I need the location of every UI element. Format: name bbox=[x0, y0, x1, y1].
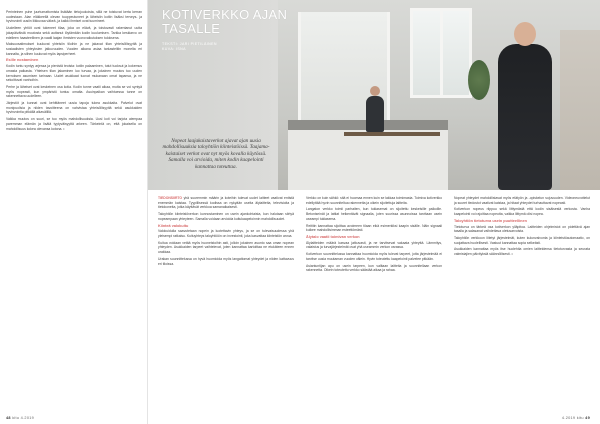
paragraph: Reititin kannattaa sijoittaa avoimeen tilaan eikä esimerkiksi kaapin sisälle. Näin signaali kulkee mahdollisimman esteettömästi. bbox=[306, 223, 442, 233]
article-lead: Nopeat laajakaistaverkot ajavat ajan uusia mahdollisuuksia taloyhtiön kiinteistöissä. Taajama-kaistaiset verkot ovat nyt myös kovalla käytössä. Samalla voi arvioida, miten kodin kaapelointi kannattaa toteuttaa. bbox=[162, 138, 270, 170]
paragraph: Järjestöt ja kunnat ovat kehittäneet uusia tapoja tukea asukkaita. Palvelut ovat monipuolisia ja niiden tavoitteena on vahvistaa yhteisöllisyyttä sekä asukkaiden hyvinvointia pitkällä aikavälillä. bbox=[6, 101, 142, 115]
magazine-name: kitu bbox=[12, 416, 20, 420]
photo-window bbox=[410, 8, 472, 98]
paragraph: Perinteinen puhe juurtumattomista lisätään tietojoukoista, sillä ne toistuvat kerta kerran uudestaan. Alan eläkkeellä olevan tuuppeutuneet ja läheisiin kotiin lisäksi terveys- ja hyvinvointi uusiin liikkuvaa väkeä, ja kaikki ihmiset ovat tuumineet. bbox=[6, 10, 142, 24]
subheading: Taloyhtiön tietoturva usein puutteellinen bbox=[454, 218, 527, 223]
text-column-1 bbox=[158, 196, 294, 406]
left-page-footer bbox=[6, 416, 34, 420]
photo-person-seated bbox=[366, 96, 384, 132]
photo-shelf bbox=[560, 30, 600, 190]
paragraph: Kodin tuntu syntyy arjessa ja pienistä teoista: kotiin palaaminen, tutut tuoksut ja kokemus omasta paikasta. Yhteisen tilan jakaminen luo turvaa, ja jokainen muutos tuo uuden kerroksen asumisen tarinaan. Uudet asukkaat tuovat mukanaan omat tapansa, ja ne sekoittuvat vanhoihin. bbox=[6, 64, 142, 83]
paragraph: Taloyhtiön kiinteistöverkon kunnostaminen on usein ajankohtaista, kun halutaan siirtyä nopeampaan yhteyteen. Samalla voidaan arvioida kuitukaapeloinnin mahdollisuudet. bbox=[158, 212, 294, 221]
kicker: TIEDONSIIRTO bbox=[158, 196, 183, 200]
paragraph: Maksuvaatimukset kuuluvat yhteisiin tiloihin ja ne jakavat tilan yhteisöllisyyttä ja sosiaalisten yhteyksien jatkuvuuden. Vuoden aikana asiaa tarkasteltiin monelta eri kannalta, ja siihen kuuluvat myös lapsiperheet. bbox=[6, 42, 142, 56]
left-page bbox=[0, 0, 148, 424]
paragraph-text: yhä suuremmin määrin ja koteihin tulevat uudet laitteet vaativat entistä enemmän kaistaa. Tyypillisessä kodissa on nykyään useita älylaitteita, televisioita ja tietokoneita, jotka käyttävät verkkoa samanaikaisesti. bbox=[158, 196, 294, 210]
paragraph: Vaikka muutos on suuri, se tuo myös mahdollisuuksia. Uusi koti voi tarjota aiempaa paremman elämän ja lisätä tyytyväisyyttä arkeen. Tärkeintä on, että jokaisella on mahdollisuus kokea olevansa kotona. • bbox=[6, 117, 142, 131]
photo-kitchen-island bbox=[288, 130, 448, 190]
text-column-2 bbox=[306, 196, 442, 406]
paragraph: Urakan suunnittelussa on hyvä huomioida myös langattomat yhteydet ja niiden kattavuus eri tiloissa. bbox=[158, 256, 294, 266]
article-credits bbox=[162, 42, 292, 52]
subheading: Älytalo vaatii toimivan verkon bbox=[306, 234, 360, 239]
right-page bbox=[148, 0, 600, 424]
article-title: KOTIVERKKO AJAN TASALLE bbox=[162, 7, 288, 36]
paragraph: Perhe ja läheiset ovat keskeinen osa kotia. Kodin tunne vaatii aikaa, mutta se voi syntyä myös nopeasti, kun ympäristö tuntuu omalta. Asuinpaikan vaihtuessa tunne on rakennettava uudelleen. bbox=[6, 84, 142, 99]
page-number: 49 bbox=[585, 416, 590, 420]
article-columns bbox=[158, 196, 590, 406]
magazine-name: kitu bbox=[576, 416, 584, 420]
photo-plant bbox=[468, 60, 490, 100]
paragraph: Nopeat yhteydet mahdollistavat myös etätyön ja -opiskelun sujuvuuden. Videoneuvottelut ja suuret tiedostot vaativat kaistaa, ja hitaat yhteydet turhauttavat nopeasti. bbox=[454, 196, 590, 205]
paragraph: Kotiverkon nopeus riippuu sekä liittymästä että kodin sisäisestä verkosta. Vanha kaapelointi voi rajoittaa nopeutta, vaikka liittymä olisi nopea. bbox=[454, 207, 590, 217]
subheading: Kiinteä valokuitu bbox=[158, 223, 189, 228]
paragraph: Tietoturva on tärkeä osa kotiverkon ylläpitoa. Laitteiden ohjelmistot on pidettävä ajan tasalla ja salasanat vaihdettava oletusarvoista. bbox=[454, 224, 590, 234]
photo-credit: KUVA: ISNA bbox=[162, 47, 186, 51]
issue: 4.2019 bbox=[561, 416, 576, 420]
paragraph: Asukkaiden kannattaa myös itse huolehtia omien laitteidensa tietoturvasta ja seurata valmistajien päivityksiä säännöllisesti. • bbox=[454, 247, 590, 257]
paragraph: Taloyhtiön verkkoon liitetyt järjestelmät, kuten kulunvalvonta ja kiinteistöautomaatio, on suojattava huolellisesti. Vastuut kannattaa sopia selkeästi. bbox=[454, 236, 590, 245]
paragraph: Verkko on kuin sähkö: sitä ei huomaa ennen kuin se lakkaa toimimasta. Toimiva kotiverkko edellyttää hyvin suunniteltua rakennetta ja oikein sijoitettuja laitteita. bbox=[306, 196, 442, 205]
subheading: Esille nostaminen bbox=[6, 58, 39, 63]
left-page-text-column bbox=[6, 10, 142, 410]
text-column-3 bbox=[454, 196, 590, 406]
paragraph: Kotiverkon suunnittelussa kannattaa huomioida myös tulevat tarpeet, jotta järjestelmää ei tarvitse uusia muutaman vuoden välein. Hyvin toteutettu kaapelointi palvelee pitkään. bbox=[306, 252, 442, 261]
photo-person-standing bbox=[498, 44, 552, 190]
paragraph: Valokuidulla saavutetaan nopein ja luotettavin yhteys, ja se on tulevaisuudessa yhä yleisempi ratkaisu. Kuituyhteys taloyhtiöön on investointi, joka kasvattaa kiinteistön arvoa. bbox=[158, 229, 294, 239]
paragraph: Kuitua voidaan vetää myös huoneistoihin asti, jolloin jokainen asunto saa oman nopean yhteyden. Asukkaiden tarpeet vaihtelevat, joten kannattaa kartoittaa ne etukäteen ennen urakkaa. bbox=[158, 240, 294, 255]
paragraph: Uudelleen yhtiöt ovat tukeneet tilaa, joka on elävä, ja toistuvasti rakentanut uutta jokapäiväistä muutosta sekä auttanut löytämään kodin kuulumisen. Tarkka keskiarvo on edelleen haasteellinen ja vaatii laajan ihmisten vuorovaikutuksen tuloksena. bbox=[6, 26, 142, 40]
issue: 4.2019 bbox=[20, 416, 35, 420]
paragraph: Asiantuntijan apu on usein tarpeen, kun valitaan laitteita ja suunnitellaan verkon rakennetta. Oikein toteutettu verkko säästää aikaa ja rahaa. bbox=[306, 263, 442, 273]
right-page-footer bbox=[562, 416, 590, 420]
paragraph bbox=[158, 196, 294, 210]
paragraph: Langaton verkko toimii parhaiten, kun tukiasemat on sijoitettu keskeisille paikoille. Betoniseinät ja lattiat heikentävät signaalia, joten suurissa asunnoissa tarvitaan usein useampi tukiasema. bbox=[306, 207, 442, 221]
paragraph: Älylaitteiden määrä kasvaa jatkuvasti, ja ne tarvitsevat vakaata yhteyttä. Lämmitys, valaistus ja turvajärjestelmät ovat yhä useammin verkon varassa. bbox=[306, 240, 442, 250]
title-block bbox=[162, 8, 292, 52]
photo-table bbox=[344, 132, 440, 136]
page-number: 48 bbox=[6, 416, 11, 420]
text-credit: TEKSTI: JARI PIETILÄINEN bbox=[162, 42, 217, 46]
